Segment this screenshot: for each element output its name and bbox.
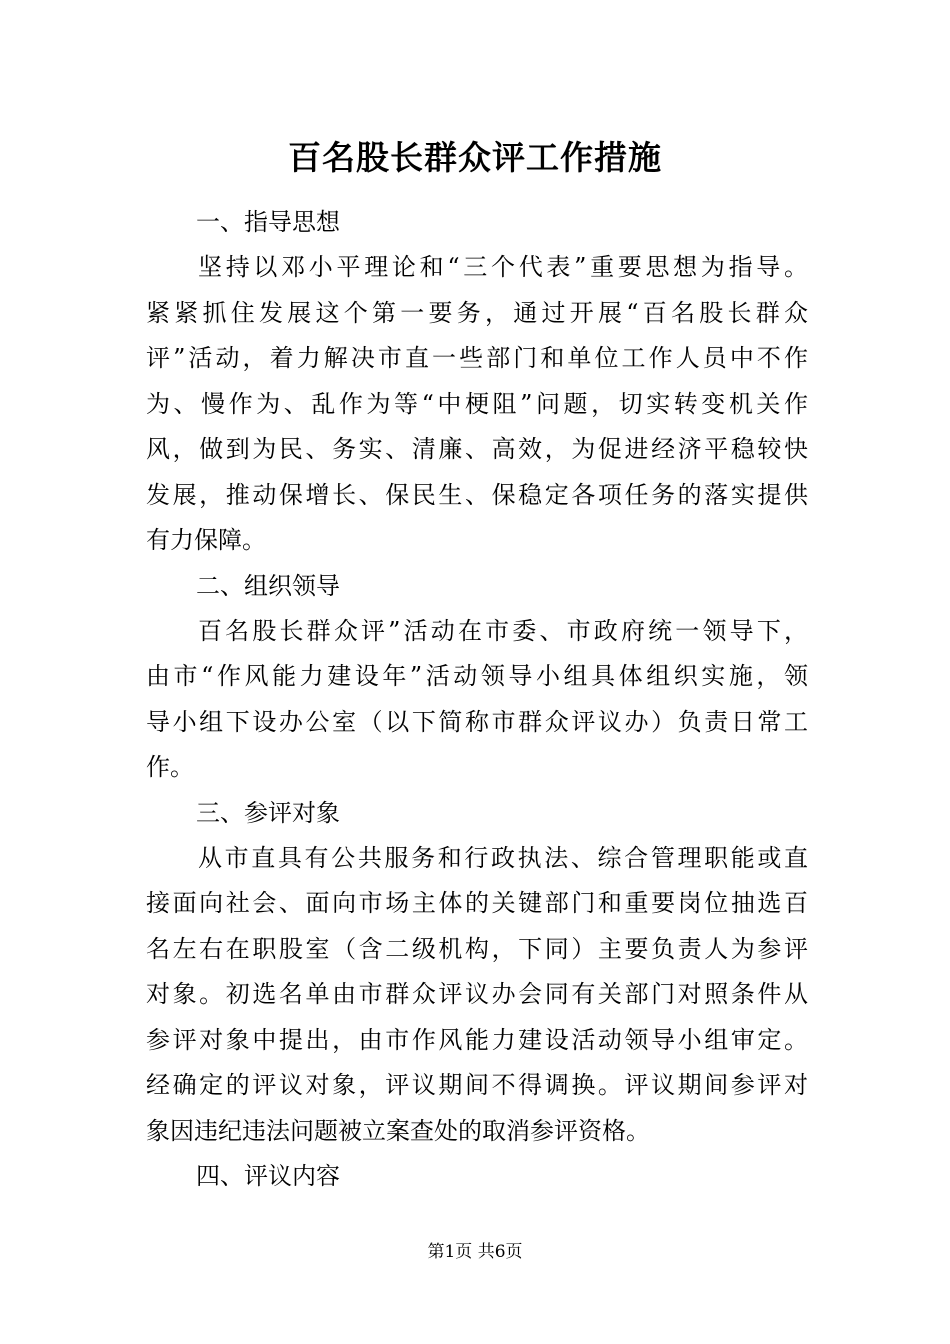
paragraph-line: 百名股长群众评”活动在市委、市政府统一领导下， [198, 616, 808, 645]
section-paragraph [146, 245, 808, 564]
paragraph-line: 象因违纪违法问题被立案查处的取消参评资格。 [146, 1116, 650, 1145]
page-footer: 第1页 共6页 [427, 1242, 523, 1262]
paragraph-line: 有力保障。 [146, 526, 266, 554]
section-paragraph [146, 609, 808, 791]
paragraph-line: 导小组下设办公室（以下简称市群众评议办）负责日常工 [146, 707, 808, 736]
section-paragraph [146, 836, 808, 1155]
paragraph-line: 坚持以邓小平理论和“三个代表”重要思想为指导。 [198, 253, 808, 281]
paragraph-line: 参评对象中提出，由市作风能力建设活动领导小组审定。 [146, 1025, 808, 1054]
paragraph-line: 由市“作风能力建设年”活动领导小组具体组织实施，领 [146, 662, 808, 690]
section-heading: 一、指导思想 [196, 208, 340, 236]
document-body [146, 200, 808, 1199]
paragraph-line: 对象。初选名单由市群众评议办会同有关部门对照条件从 [146, 980, 808, 1008]
paragraph-line: 作。 [146, 753, 194, 781]
paragraph-line: 发展，推动保增长、保民生、保稳定各项任务的落实提供 [146, 480, 808, 509]
paragraph-line: 为、慢作为、乱作为等“中梗阻”问题，切实转变机关作 [146, 389, 808, 418]
paragraph-line: 评”活动，着力解决市直一些部门和单位工作人员中不作 [146, 344, 808, 372]
document-title: 百名股长群众评工作措施 [288, 138, 662, 177]
section-heading: 三、参评对象 [196, 798, 340, 827]
paragraph-line: 紧紧抓住发展这个第一要务，通过开展“百名股长群众 [146, 298, 808, 327]
paragraph-line: 接面向社会、面向市场主体的关键部门和重要岗位抽选百 [146, 889, 808, 917]
section-heading: 四、评议内容 [196, 1162, 340, 1190]
paragraph-line: 从市直具有公共服务和行政执法、综合管理职能或直 [198, 843, 808, 872]
section-heading: 二、组织领导 [196, 571, 340, 600]
paragraph-line: 名左右在职股室（含二级机构，下同）主要负责人为参评 [146, 934, 808, 963]
paragraph-line: 风，做到为民、务实、清廉、高效，为促进经济平稳较快 [146, 435, 808, 463]
paragraph-line: 经确定的评议对象，评议期间不得调换。评议期间参评对 [146, 1071, 808, 1099]
